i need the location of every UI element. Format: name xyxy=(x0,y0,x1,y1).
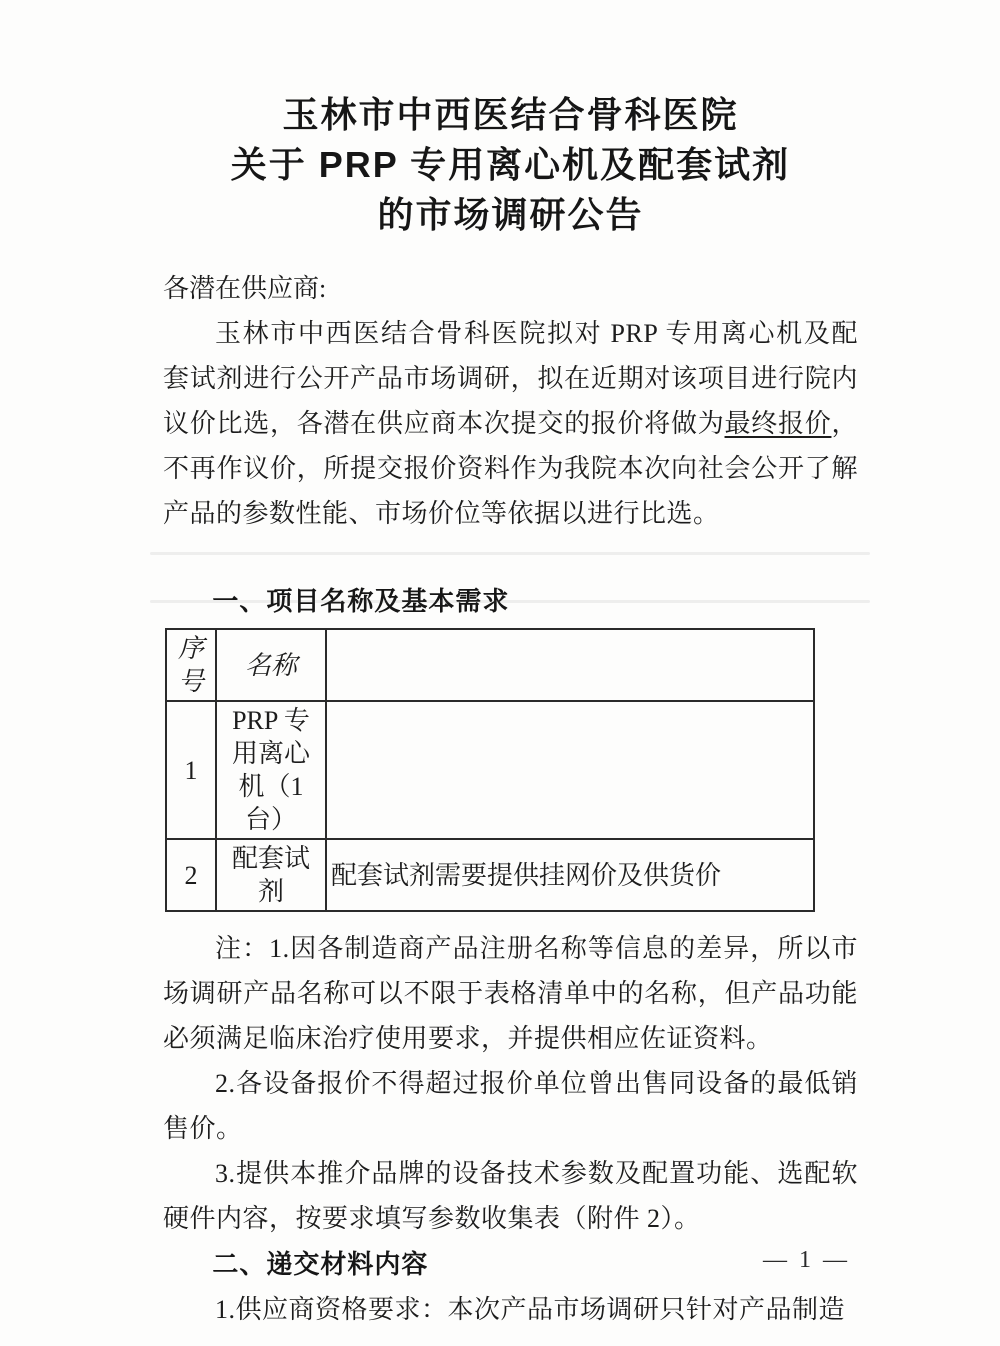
greeting-line: 各潜在供应商: xyxy=(163,274,327,303)
document-title xyxy=(163,90,858,240)
note-2: 2.各设备报价不得超过报价单位曾出售同设备的最低销售价。 xyxy=(163,1069,858,1143)
row-2-name: 配套试剂 xyxy=(216,839,326,911)
table-row-2 xyxy=(166,839,814,911)
section-1-heading: 一、项目名称及基本需求 xyxy=(212,586,510,616)
title-line-1: 玉林市中西医结合骨科医院 xyxy=(282,94,739,135)
row-1-requirement xyxy=(326,701,814,839)
scan-artifact xyxy=(150,600,870,603)
requirements-table xyxy=(165,628,815,912)
column-header-name: 名称 xyxy=(216,629,326,701)
row-2-serial: 2 xyxy=(166,839,216,911)
note-1: 注：1.因各制造商产品注册名称等信息的差异，所以市场调研产品名称可以不限于表格清单中的名称，但产品功能必须满足临床治疗使用要求，并提供相应佐证资料。 xyxy=(163,934,858,1053)
scan-artifact xyxy=(150,552,870,555)
notes-block xyxy=(163,926,858,1241)
intro-text-before: 玉林市中西医结合骨科医院拟对 PRP 专用离心机及配套试剂进行公开产品市场调研，拟在近期对该项目进行院内议价比选，各潜在供应商本次提交的报价将做为 xyxy=(163,319,858,438)
column-header-requirement xyxy=(326,629,814,701)
title-line-2: 关于 PRP 专用离心机及配套试剂 xyxy=(230,144,791,185)
note-3: 3.提供本推介品牌的设备技术参数及配置功能、选配软硬件内容，按要求填写参数收集表（附件 2）。 xyxy=(163,1159,858,1233)
section-2-heading: 二、递交材料内容 xyxy=(212,1249,429,1279)
column-header-serial: 序号 xyxy=(166,629,216,701)
table-header-row xyxy=(166,629,814,701)
table-row-1 xyxy=(166,701,814,839)
row-2-requirement: 配套试剂需要提供挂网价及供货价 xyxy=(326,839,814,911)
intro-text-after: ，不再作议价，所提交报价资料作为我院本次向社会公开了解产品的参数性能、市场价位等依据以进行比选。 xyxy=(163,409,858,528)
page-number: — 1 — xyxy=(763,1247,850,1273)
supplier-qualification-paragraph: 1.供应商资格要求：本次产品市场调研只针对产品制造 xyxy=(215,1295,846,1324)
row-1-serial: 1 xyxy=(166,701,216,839)
section-2-block xyxy=(163,1241,858,1332)
intro-paragraph xyxy=(163,311,858,536)
intro-underlined-text: 最终报价 xyxy=(724,409,832,438)
title-line-3: 的市场调研公告 xyxy=(377,194,644,235)
row-1-name: PRP 专用离心机（1台） xyxy=(216,701,326,839)
